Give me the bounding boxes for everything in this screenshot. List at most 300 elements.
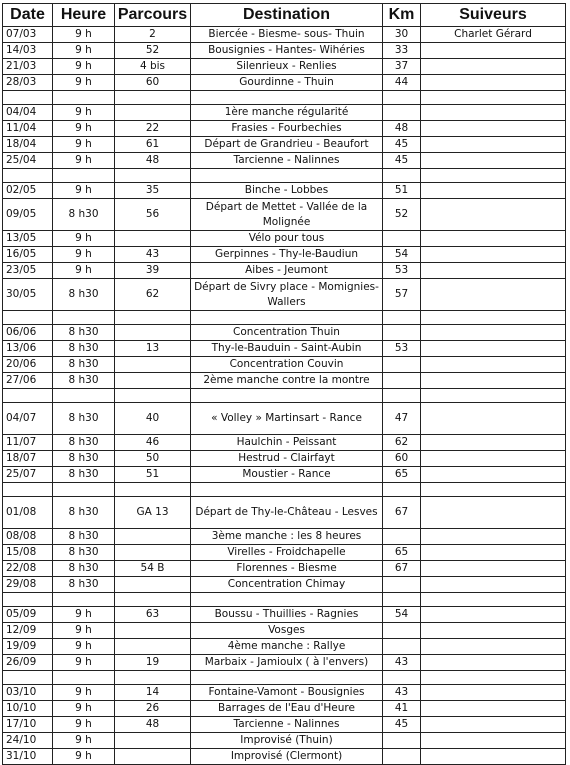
- cell-date: 23/05: [3, 263, 53, 279]
- cell-date: 24/10: [3, 733, 53, 749]
- cell-heure: 8 h30: [53, 199, 115, 231]
- cell-km: 53: [383, 341, 421, 357]
- cell-suiveurs: [421, 577, 566, 593]
- cell-destination: Silenrieux - Renlies: [191, 59, 383, 75]
- cell-heure: 9 h: [53, 105, 115, 121]
- table-row: [3, 105, 566, 121]
- cell-suiveurs: [421, 105, 566, 121]
- cell-destination: Aibes - Jeumont: [191, 263, 383, 279]
- cell-parcours: [115, 373, 191, 389]
- cell-destination: Florennes - Biesme: [191, 561, 383, 577]
- cell-suiveurs: [421, 325, 566, 341]
- cell-km: 43: [383, 655, 421, 671]
- empty-cell: [53, 483, 115, 497]
- cell-destination: 2ème manche contre la montre: [191, 373, 383, 389]
- cell-destination: Moustier - Rance: [191, 467, 383, 483]
- empty-cell: [191, 483, 383, 497]
- cell-date: 19/09: [3, 639, 53, 655]
- cell-suiveurs: [421, 183, 566, 199]
- header-row: [3, 4, 566, 27]
- cell-destination: Thy-le-Bauduin - Saint-Aubin: [191, 341, 383, 357]
- cell-destination: Frasies - Fourbechies: [191, 121, 383, 137]
- cell-heure: 9 h: [53, 639, 115, 655]
- empty-cell: [191, 311, 383, 325]
- table-row: [3, 231, 566, 247]
- cell-heure: 8 h30: [53, 403, 115, 435]
- cell-parcours: 54 B: [115, 561, 191, 577]
- empty-cell: [191, 593, 383, 607]
- cell-destination: Improvisé (Thuin): [191, 733, 383, 749]
- cell-destination: Bousignies - Hantes- Wihéries: [191, 43, 383, 59]
- cell-suiveurs: [421, 623, 566, 639]
- cell-date: 13/06: [3, 341, 53, 357]
- cell-suiveurs: [421, 529, 566, 545]
- cell-suiveurs: [421, 75, 566, 91]
- cell-destination: Concentration Couvin: [191, 357, 383, 373]
- table-row: [3, 655, 566, 671]
- cell-date: 11/04: [3, 121, 53, 137]
- table-row: [3, 749, 566, 765]
- header-destination: Destination: [191, 4, 383, 27]
- cell-parcours: 50: [115, 451, 191, 467]
- cell-destination: 1ère manche régularité: [191, 105, 383, 121]
- table-row: [3, 607, 566, 623]
- table-row: [3, 577, 566, 593]
- cell-parcours: 13: [115, 341, 191, 357]
- empty-cell: [383, 169, 421, 183]
- empty-cell: [53, 91, 115, 105]
- empty-cell: [383, 91, 421, 105]
- empty-cell: [191, 169, 383, 183]
- table-row: [3, 341, 566, 357]
- cell-parcours: 52: [115, 43, 191, 59]
- empty-cell: [421, 483, 566, 497]
- header-parcours: Parcours: [115, 4, 191, 27]
- table-row: [3, 685, 566, 701]
- cell-date: 09/05: [3, 199, 53, 231]
- spacer-row: [3, 311, 566, 325]
- empty-cell: [383, 593, 421, 607]
- cell-destination: Vosges: [191, 623, 383, 639]
- empty-cell: [53, 593, 115, 607]
- cell-heure: 9 h: [53, 263, 115, 279]
- cell-km: [383, 529, 421, 545]
- table-row: [3, 623, 566, 639]
- table-row: [3, 467, 566, 483]
- cell-date: 28/03: [3, 75, 53, 91]
- cell-date: 30/05: [3, 279, 53, 311]
- schedule-body: [3, 27, 566, 765]
- cell-km: 67: [383, 497, 421, 529]
- empty-cell: [115, 483, 191, 497]
- empty-cell: [53, 671, 115, 685]
- cell-date: 29/08: [3, 577, 53, 593]
- header-suiveurs: Suiveurs: [421, 4, 566, 27]
- empty-cell: [115, 169, 191, 183]
- cell-km: [383, 749, 421, 765]
- cell-km: [383, 733, 421, 749]
- cell-km: 44: [383, 75, 421, 91]
- cell-km: 67: [383, 561, 421, 577]
- cell-heure: 8 h30: [53, 529, 115, 545]
- cell-suiveurs: [421, 497, 566, 529]
- cell-heure: 8 h30: [53, 451, 115, 467]
- cell-heure: 9 h: [53, 137, 115, 153]
- table-row: [3, 247, 566, 263]
- cell-date: 26/09: [3, 655, 53, 671]
- cell-heure: 8 h30: [53, 435, 115, 451]
- cell-destination: Fontaine-Vamont - Bousignies: [191, 685, 383, 701]
- cell-km: [383, 231, 421, 247]
- cell-heure: 8 h30: [53, 577, 115, 593]
- cell-destination: Tarcienne - Nalinnes: [191, 153, 383, 169]
- cell-km: [383, 357, 421, 373]
- empty-cell: [3, 169, 53, 183]
- cell-destination: Départ de Mettet - Vallée de la Molignée: [191, 199, 383, 231]
- cell-heure: 9 h: [53, 623, 115, 639]
- header-km: Km: [383, 4, 421, 27]
- cell-heure: 9 h: [53, 749, 115, 765]
- cell-heure: 9 h: [53, 701, 115, 717]
- cell-suiveurs: [421, 701, 566, 717]
- cell-date: 02/05: [3, 183, 53, 199]
- header-date: Date: [3, 4, 53, 27]
- empty-cell: [383, 311, 421, 325]
- cell-parcours: 56: [115, 199, 191, 231]
- cell-date: 21/03: [3, 59, 53, 75]
- cell-heure: 8 h30: [53, 325, 115, 341]
- cell-destination: Haulchin - Peissant: [191, 435, 383, 451]
- cell-suiveurs: [421, 153, 566, 169]
- cell-heure: 9 h: [53, 247, 115, 263]
- spacer-row: [3, 483, 566, 497]
- cell-suiveurs: [421, 435, 566, 451]
- cell-date: 01/08: [3, 497, 53, 529]
- cell-date: 04/07: [3, 403, 53, 435]
- table-row: [3, 373, 566, 389]
- table-row: [3, 137, 566, 153]
- cell-date: 12/09: [3, 623, 53, 639]
- cell-destination: Concentration Chimay: [191, 577, 383, 593]
- cell-destination: Boussu - Thuillies - Ragnies: [191, 607, 383, 623]
- cell-suiveurs: [421, 231, 566, 247]
- cell-heure: 8 h30: [53, 373, 115, 389]
- cell-suiveurs: [421, 685, 566, 701]
- table-row: [3, 27, 566, 43]
- cell-heure: 9 h: [53, 59, 115, 75]
- cell-destination: 4ème manche : Rallye: [191, 639, 383, 655]
- cell-destination: Départ de Thy-le-Château - Lesves: [191, 497, 383, 529]
- cell-destination: Départ de Grandrieu - Beaufort: [191, 137, 383, 153]
- table-row: [3, 497, 566, 529]
- cell-date: 20/06: [3, 357, 53, 373]
- cell-heure: 9 h: [53, 27, 115, 43]
- cell-suiveurs: [421, 247, 566, 263]
- cell-parcours: [115, 623, 191, 639]
- cell-heure: 8 h30: [53, 357, 115, 373]
- cell-destination: Barrages de l'Eau d'Heure: [191, 701, 383, 717]
- cell-date: 18/04: [3, 137, 53, 153]
- cell-date: 27/06: [3, 373, 53, 389]
- cell-suiveurs: [421, 59, 566, 75]
- cell-destination: « Volley » Martinsart - Rance: [191, 403, 383, 435]
- cell-suiveurs: [421, 561, 566, 577]
- cell-parcours: [115, 231, 191, 247]
- cell-suiveurs: [421, 279, 566, 311]
- table-row: [3, 325, 566, 341]
- cell-suiveurs: [421, 341, 566, 357]
- cell-parcours: 60: [115, 75, 191, 91]
- cell-destination: Départ de Sivry place - Momignies- Wallers: [191, 279, 383, 311]
- cell-km: [383, 577, 421, 593]
- table-row: [3, 561, 566, 577]
- cell-heure: 8 h30: [53, 279, 115, 311]
- table-row: [3, 263, 566, 279]
- empty-cell: [3, 593, 53, 607]
- cell-destination: Gerpinnes - Thy-le-Baudiun: [191, 247, 383, 263]
- cell-km: 30: [383, 27, 421, 43]
- header-heure: Heure: [53, 4, 115, 27]
- cell-suiveurs: [421, 199, 566, 231]
- cell-km: [383, 105, 421, 121]
- table-row: [3, 59, 566, 75]
- cell-parcours: [115, 105, 191, 121]
- table-row: [3, 529, 566, 545]
- cell-suiveurs: Charlet Gérard: [421, 27, 566, 43]
- cell-suiveurs: [421, 373, 566, 389]
- cell-km: 45: [383, 153, 421, 169]
- empty-cell: [115, 389, 191, 403]
- cell-heure: 8 h30: [53, 497, 115, 529]
- cell-km: 33: [383, 43, 421, 59]
- cell-destination: Biercée - Biesme- sous- Thuin: [191, 27, 383, 43]
- spacer-row: [3, 91, 566, 105]
- cell-destination: Gourdinne - Thuin: [191, 75, 383, 91]
- cell-date: 03/10: [3, 685, 53, 701]
- spacer-row: [3, 671, 566, 685]
- cell-date: 05/09: [3, 607, 53, 623]
- cell-parcours: [115, 577, 191, 593]
- cell-km: 43: [383, 685, 421, 701]
- cell-heure: 8 h30: [53, 467, 115, 483]
- cell-parcours: GA 13: [115, 497, 191, 529]
- empty-cell: [421, 389, 566, 403]
- empty-cell: [115, 671, 191, 685]
- cell-parcours: 2: [115, 27, 191, 43]
- table-row: [3, 451, 566, 467]
- cell-heure: 9 h: [53, 733, 115, 749]
- cell-date: 07/03: [3, 27, 53, 43]
- cell-heure: 9 h: [53, 153, 115, 169]
- empty-cell: [421, 671, 566, 685]
- cell-heure: 8 h30: [53, 545, 115, 561]
- cell-heure: 9 h: [53, 75, 115, 91]
- table-row: [3, 153, 566, 169]
- cell-destination: Binche - Lobbes: [191, 183, 383, 199]
- cell-heure: 8 h30: [53, 561, 115, 577]
- table-row: [3, 545, 566, 561]
- cell-km: 53: [383, 263, 421, 279]
- empty-cell: [383, 671, 421, 685]
- cell-suiveurs: [421, 403, 566, 435]
- cell-parcours: [115, 639, 191, 655]
- cell-parcours: 43: [115, 247, 191, 263]
- cell-heure: 9 h: [53, 685, 115, 701]
- empty-cell: [3, 483, 53, 497]
- cell-km: [383, 325, 421, 341]
- table-row: [3, 403, 566, 435]
- cell-km: [383, 639, 421, 655]
- empty-cell: [191, 91, 383, 105]
- cell-parcours: 19: [115, 655, 191, 671]
- cell-date: 08/08: [3, 529, 53, 545]
- cell-km: 37: [383, 59, 421, 75]
- cell-km: 62: [383, 435, 421, 451]
- cell-parcours: 22: [115, 121, 191, 137]
- empty-cell: [53, 389, 115, 403]
- cell-suiveurs: [421, 357, 566, 373]
- cell-km: [383, 373, 421, 389]
- cell-km: 54: [383, 247, 421, 263]
- cell-suiveurs: [421, 451, 566, 467]
- cell-destination: Hestrud - Clairfayt: [191, 451, 383, 467]
- table-row: [3, 183, 566, 199]
- cell-suiveurs: [421, 137, 566, 153]
- cell-destination: 3ème manche : les 8 heures: [191, 529, 383, 545]
- cell-suiveurs: [421, 467, 566, 483]
- cell-parcours: [115, 529, 191, 545]
- table-row: [3, 733, 566, 749]
- cell-parcours: 39: [115, 263, 191, 279]
- table-row: [3, 199, 566, 231]
- cell-suiveurs: [421, 121, 566, 137]
- table-row: [3, 701, 566, 717]
- cell-suiveurs: [421, 749, 566, 765]
- empty-cell: [421, 311, 566, 325]
- cell-heure: 9 h: [53, 655, 115, 671]
- cell-suiveurs: [421, 639, 566, 655]
- spacer-row: [3, 389, 566, 403]
- cell-parcours: 40: [115, 403, 191, 435]
- cell-date: 18/07: [3, 451, 53, 467]
- cell-heure: 9 h: [53, 231, 115, 247]
- cell-km: 52: [383, 199, 421, 231]
- cell-parcours: 62: [115, 279, 191, 311]
- empty-cell: [191, 671, 383, 685]
- cell-destination: Concentration Thuin: [191, 325, 383, 341]
- empty-cell: [421, 593, 566, 607]
- table-row: [3, 357, 566, 373]
- cell-parcours: 48: [115, 153, 191, 169]
- cell-km: 41: [383, 701, 421, 717]
- cell-heure: 9 h: [53, 717, 115, 733]
- table-row: [3, 435, 566, 451]
- cell-date: 15/08: [3, 545, 53, 561]
- cell-parcours: 35: [115, 183, 191, 199]
- table-row: [3, 279, 566, 311]
- cell-date: 13/05: [3, 231, 53, 247]
- empty-cell: [383, 389, 421, 403]
- cell-suiveurs: [421, 43, 566, 59]
- spacer-row: [3, 169, 566, 183]
- schedule-table: [2, 3, 566, 765]
- cell-date: 25/04: [3, 153, 53, 169]
- table-row: [3, 43, 566, 59]
- cell-destination: Marbaix - Jamioulx ( à l'envers): [191, 655, 383, 671]
- cell-km: 48: [383, 121, 421, 137]
- cell-suiveurs: [421, 717, 566, 733]
- cell-km: 57: [383, 279, 421, 311]
- cell-parcours: [115, 545, 191, 561]
- cell-date: 14/03: [3, 43, 53, 59]
- cell-parcours: 61: [115, 137, 191, 153]
- cell-destination: Tarcienne - Nalinnes: [191, 717, 383, 733]
- empty-cell: [115, 91, 191, 105]
- cell-heure: 9 h: [53, 43, 115, 59]
- cell-parcours: 4 bis: [115, 59, 191, 75]
- cell-suiveurs: [421, 733, 566, 749]
- table-row: [3, 121, 566, 137]
- empty-cell: [383, 483, 421, 497]
- cell-km: 65: [383, 467, 421, 483]
- cell-suiveurs: [421, 545, 566, 561]
- cell-suiveurs: [421, 607, 566, 623]
- cell-date: 25/07: [3, 467, 53, 483]
- cell-km: [383, 623, 421, 639]
- cell-destination: Vélo pour tous: [191, 231, 383, 247]
- empty-cell: [3, 311, 53, 325]
- cell-km: 65: [383, 545, 421, 561]
- empty-cell: [3, 91, 53, 105]
- cell-suiveurs: [421, 263, 566, 279]
- cell-parcours: 48: [115, 717, 191, 733]
- cell-date: 06/06: [3, 325, 53, 341]
- empty-cell: [421, 91, 566, 105]
- cell-km: 45: [383, 717, 421, 733]
- cell-parcours: [115, 749, 191, 765]
- spacer-row: [3, 593, 566, 607]
- cell-heure: 9 h: [53, 121, 115, 137]
- empty-cell: [191, 389, 383, 403]
- empty-cell: [421, 169, 566, 183]
- cell-date: 22/08: [3, 561, 53, 577]
- cell-date: 16/05: [3, 247, 53, 263]
- table-row: [3, 639, 566, 655]
- empty-cell: [3, 671, 53, 685]
- empty-cell: [115, 311, 191, 325]
- cell-date: 17/10: [3, 717, 53, 733]
- cell-date: 04/04: [3, 105, 53, 121]
- cell-parcours: 14: [115, 685, 191, 701]
- cell-km: 60: [383, 451, 421, 467]
- cell-parcours: 26: [115, 701, 191, 717]
- cell-km: 54: [383, 607, 421, 623]
- table-row: [3, 75, 566, 91]
- cell-parcours: 63: [115, 607, 191, 623]
- cell-parcours: [115, 733, 191, 749]
- cell-destination: Virelles - Froidchapelle: [191, 545, 383, 561]
- empty-cell: [115, 593, 191, 607]
- cell-heure: 9 h: [53, 607, 115, 623]
- cell-date: 31/10: [3, 749, 53, 765]
- table-row: [3, 717, 566, 733]
- cell-km: 47: [383, 403, 421, 435]
- cell-heure: 8 h30: [53, 341, 115, 357]
- cell-destination: Improvisé (Clermont): [191, 749, 383, 765]
- cell-heure: 9 h: [53, 183, 115, 199]
- empty-cell: [53, 169, 115, 183]
- cell-parcours: 51: [115, 467, 191, 483]
